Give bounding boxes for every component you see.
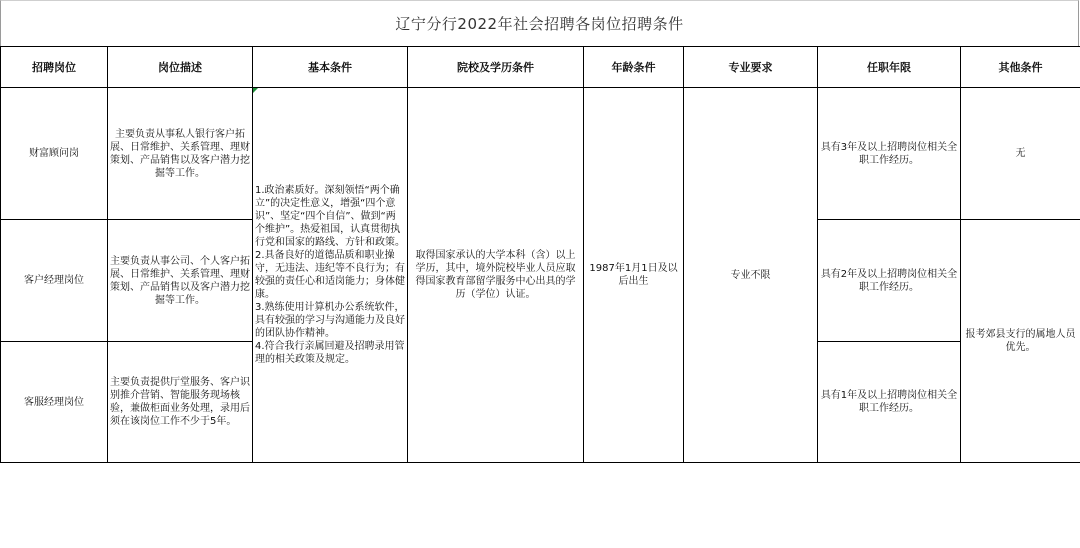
other-conditions-cell: 无: [961, 88, 1080, 220]
position-description: 主要负责从事私人银行客户拓展、日常维护、关系管理、理财策划、产品销售以及客户潜力挖掘等工作。: [108, 88, 253, 220]
header-education: 院校及学历条件: [408, 47, 584, 88]
header-basic-conditions: 基本条件: [253, 47, 408, 88]
header-age: 年龄条件: [584, 47, 684, 88]
tenure-cell: 具有3年及以上招聘岗位相关全职工作经历。: [818, 88, 961, 220]
header-tenure: 任职年限: [818, 47, 961, 88]
position-name: 客服经理岗位: [1, 342, 108, 463]
header-major: 专业要求: [684, 47, 818, 88]
position-description: 主要负责提供厅堂服务、客户识别推介营销、智能服务现场核验，兼做柜面业务处理，录用后须在该岗位工作不少于5年。: [108, 342, 253, 463]
age-cell: 1987年1月1日及以后出生: [584, 88, 684, 463]
basic-condition-item: 1.政治素质好。深刻领悟“两个确立”的决定性意义，增强“四个意识”、坚定“四个自信”、做到“两个维护”。热爱祖国，认真贯彻执行党和国家的路线、方针和政策。: [255, 185, 405, 248]
basic-condition-item: 4.符合我行亲属回避及招聘录用管理的相关政策及规定。: [255, 341, 405, 365]
position-name: 财富顾问岗: [1, 88, 108, 220]
education-cell: 取得国家承认的大学本科（含）以上学历，其中，境外院校毕业人员应取得国家教育部留学服务中心出具的学历（学位）认证。: [408, 88, 584, 463]
recruitment-table: [0, 46, 1080, 463]
header-other: 其他条件: [961, 47, 1080, 88]
header-position: 招聘岗位: [1, 47, 108, 88]
table-header-row: [1, 47, 1080, 88]
basic-condition-item: 3.熟练使用计算机办公系统软件，具有较强的学习与沟通能力及良好的团队协作精神。: [255, 302, 405, 339]
major-cell: 专业不限: [684, 88, 818, 463]
position-name: 客户经理岗位: [1, 220, 108, 342]
position-description: 主要负责从事公司、个人客户拓展、日常维护、关系管理、理财策划、产品销售以及客户潜力挖掘等工作。: [108, 220, 253, 342]
page-title: 辽宁分行2022年社会招聘各岗位招聘条件: [0, 0, 1079, 46]
table-row: [1, 88, 1080, 220]
tenure-cell: 具有2年及以上招聘岗位相关全职工作经历。: [818, 220, 961, 342]
tenure-cell: 具有1年及以上招聘岗位相关全职工作经历。: [818, 342, 961, 463]
header-description: 岗位描述: [108, 47, 253, 88]
other-conditions-cell: 报考郊县支行的属地人员优先。: [961, 220, 1080, 463]
basic-condition-item: 2.具备良好的道德品质和职业操守，无违法、违纪等不良行为；有较强的责任心和适岗能力；身体健康。: [255, 250, 405, 300]
basic-conditions-cell: [253, 88, 408, 463]
